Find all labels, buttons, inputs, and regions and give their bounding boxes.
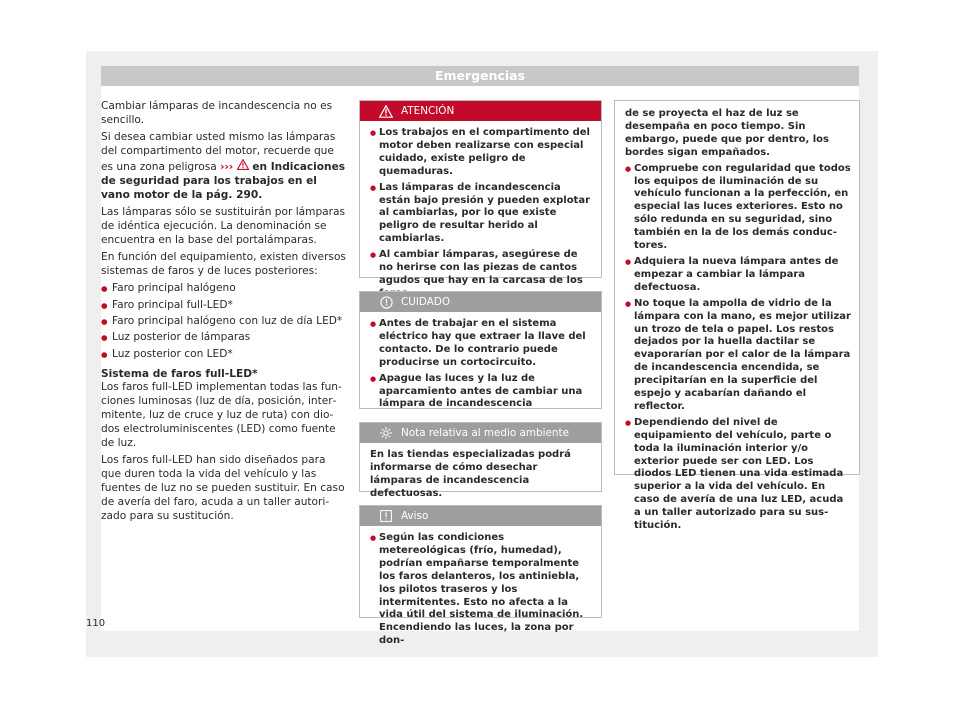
list-item: ● Según las condiciones metereológicas (frío, humedad), podrían empañarse temporalmente los faros delanteros, los antiniebla, los pilotos traseros y los intermitentes. Esto no afecta a la vida útil del sistema de iluminación. Encendiendo las luces, la zona por don- [370, 532, 593, 648]
section-header: Emergencias [101, 66, 859, 86]
paragraph: Cambiar lámparas de incandescencia no es sencillo. [101, 100, 333, 126]
list-item: ● Los trabajos en el compartimento del motor deben realizarse con especial cuidado, existe peligro de quemaduras. [370, 127, 593, 179]
list-item: ● Al cambiar lámparas, asegúrese de no herirse con las piezas de cantos agudos que hay en la carcasa de los [370, 249, 593, 301]
cuidado-title: CUIDADO [401, 296, 451, 308]
list-item: ● No toque la ampolla de vidrio de la lámpara con la mano, es mejor utilizar un trozo de tela o papel. Los restos dejados por la huella dactilar se evaporarían por el calor de la lámpara de incandescencia encendida, se precipitarían en la superficie del espejo y acabarían dañando el reflector. [625, 298, 851, 414]
aviso-title: Aviso [401, 510, 429, 522]
paragraph [101, 131, 346, 203]
atencion-box [359, 100, 602, 286]
list-item: ● Faro principal halógeno [101, 282, 346, 296]
list-item: ● Antes de trabajar en el sistema eléctrico hay que extraer la llave del contacto. De lo contrario puede producirse un cortocircuito. [370, 318, 593, 370]
subheading: Sistema de faros full-LED* [101, 367, 258, 380]
list-item: ● Faro principal full-LED* [101, 299, 346, 313]
cross-reference-link[interactable]: en Indicaciones de seguridad para los trabajos en el vano motor de la pág. 290. [101, 161, 346, 201]
list-item: ● Adquiera la nueva lámpara antes de empezar a cambiar la lámpara defectuosa. [625, 256, 851, 295]
paragraph: Los faros full-LED han sido diseñados para que duren toda la vida del vehículo y las fuentes de luz no se pueden sustituir. En caso de avería del faro, acuda a un taller autorizado para su sustitución. [101, 454, 345, 522]
lighting-systems-list [101, 282, 346, 361]
page-number: 110 [86, 618, 106, 629]
cuidado-body [360, 312, 601, 418]
list-item: ● Luz posterior con LED* [101, 348, 346, 362]
environment-note-body: En las tiendas especializadas podrá informarse de cómo desechar lámparas de incandescencia defectuosas. [370, 449, 571, 499]
list-item: ● Faro principal halógeno con luz de día LED* [101, 315, 346, 329]
info-circle-icon [379, 295, 393, 309]
recycle-icon [379, 426, 393, 440]
paragraph: En función del equipamiento, existen diversos sistemas de faros y de luces posteriores: [101, 251, 346, 278]
aviso-body [360, 526, 601, 655]
paragraph-text: Si desea cambiar usted mismo las lámparas del compartimento del motor, recuerde que es una zona peligrosa [101, 131, 336, 174]
environment-note-header [360, 423, 601, 443]
note-icon [379, 509, 393, 523]
continuation-text: de se proyecta el haz de luz se desempaña en poco tiempo. Sin embargo, puede que por dentro, los bordes sigan empañados. [625, 108, 829, 158]
main-text-column [101, 100, 346, 527]
atencion-title: ATENCIÓN [401, 105, 455, 117]
environment-note-box [359, 422, 602, 499]
warning-triangle-icon [237, 161, 249, 173]
environment-note-title: Nota relativa al medio ambiente [401, 427, 569, 439]
list-item: ● Dependiendo del nivel de equipamiento del vehículo, parte o toda la iluminación interior y/o exterior puede ser con LED. Los diodos LED tienen una vida estimada superior a la vida del vehículo. En caso de avería de una luz LED, acuda a un taller autorizado para su sustitución. [625, 417, 851, 533]
list-item: ● Las lámparas de incandescencia están bajo presión y pueden explotar al cambiarlas, por lo que existe peligro de resultar herido al cambiarlas. [370, 182, 593, 247]
atencion-body [360, 121, 601, 308]
reference-arrows: ››› [220, 161, 234, 174]
paragraph: Las lámparas sólo se sustituirán por lámparas de idéntica ejecución. La denominación se encuentra en la base del portalámparas. [101, 206, 346, 246]
aviso-box [359, 505, 602, 647]
list-item: ● Luz posterior de lámparas [101, 331, 346, 345]
atencion-header [360, 101, 601, 121]
cuidado-box [359, 291, 602, 409]
paragraph: Los faros full-LED implementan todas las funciones luminosas (luz de día, posición, intermitente, luz de cruce y luz de ruta) con diodos electroluminiscentes (LED) como fuente de luz. [101, 381, 342, 450]
list-item: ● Compruebe con regularidad que todos los equipos de iluminación de su vehículo funcionan a la perfección, en especial las luces exteriores. Esto no sólo redunda en su seguridad, sino también en la de los demás conductores. [625, 163, 851, 253]
cuidado-header [360, 292, 601, 312]
aviso-header [360, 506, 601, 526]
aviso-continuation-body [615, 101, 859, 540]
list-item: ● Apague las luces y la luz de aparcamiento antes de cambiar una lámpara de incandescencia [370, 373, 593, 412]
aviso-continuation-box [614, 100, 860, 532]
warning-triangle-icon [379, 104, 393, 118]
